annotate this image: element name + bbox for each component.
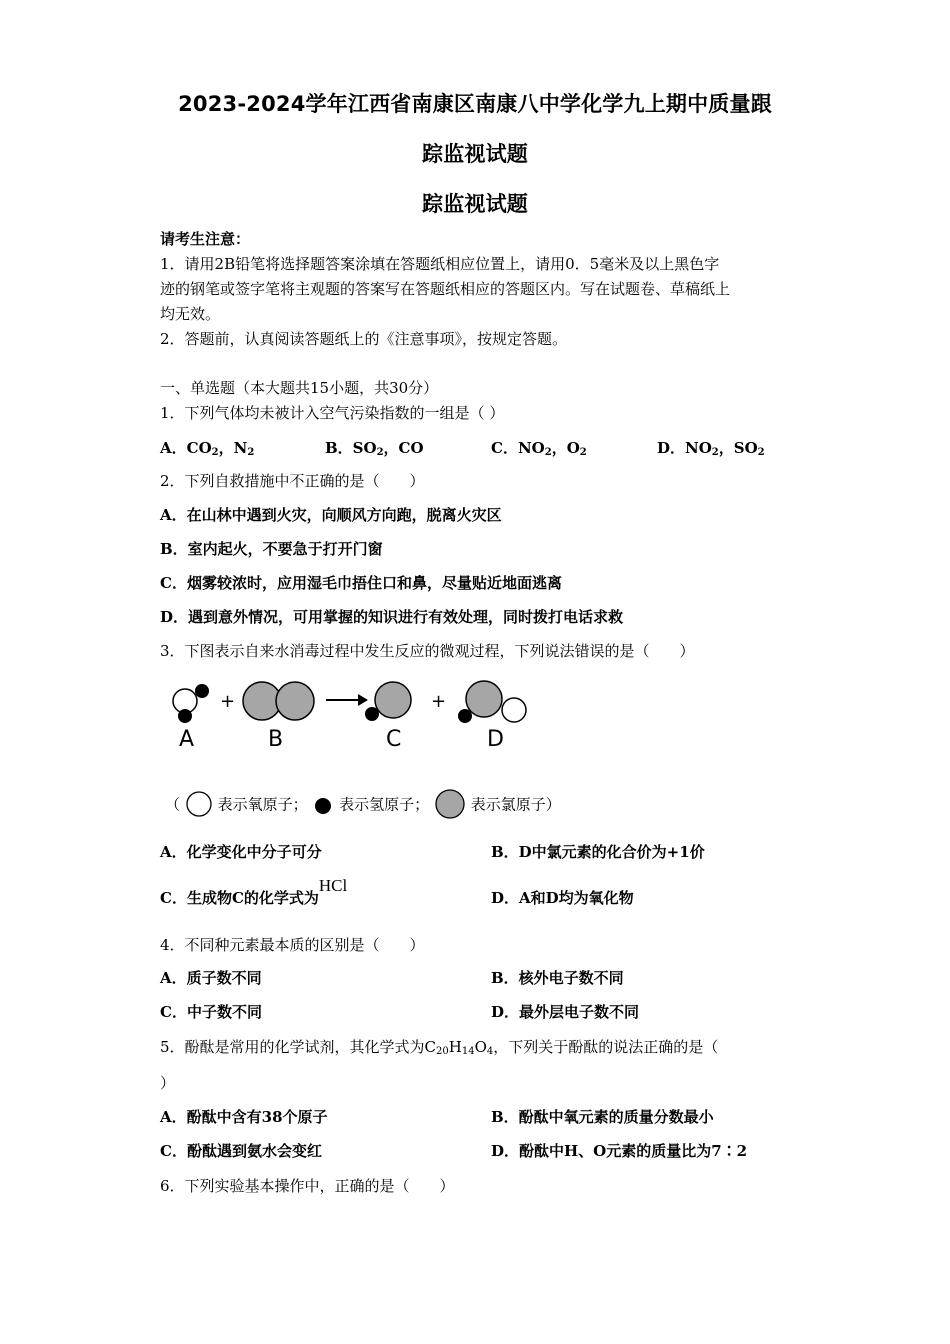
q6-stem: 6．下列实验基本操作中，正确的是（ ） [160,1177,455,1195]
plus-sign: + [220,691,236,712]
hydrogen-atom [365,707,379,721]
legend-chlorine: 表示氯原子） [470,795,561,814]
q1-a-text: A．CO [160,439,212,457]
q1-option-b[interactable] [325,437,424,458]
label-b: B [268,727,284,752]
q2-option-b[interactable]: B．室内起火，不要急于打开门窗 [160,540,383,558]
q3-stem: 3．下图表示自来水消毒过程中发生反应的微观过程，下列说法错误的是（ ） [160,642,695,660]
q4-stem: 4．不同种元素最本质的区别是（ ） [160,936,425,954]
q4-option-d[interactable]: D．最外层电子数不同 [491,1003,640,1021]
q5-option-b[interactable]: B．酚酞中氧元素的质量分数最小 [491,1108,714,1126]
q1-b-text2: ，CO [383,439,424,457]
q5-option-c[interactable]: C．酚酞遇到氨水会变红 [160,1142,322,1160]
q2-option-d[interactable]: D．遇到意外情况，可用掌握的知识进行有效处理，同时拨打电话求救 [160,608,624,626]
q5-stem-text: 5．酚酞是常用的化学试剂，其化学式为C [160,1038,437,1056]
q5-option-a[interactable]: A．酚酞中含有38个原子 [160,1108,328,1126]
q1-option-d[interactable] [657,437,765,458]
q5-option-d[interactable]: D．酚酞中H、O元素的质量比为7∶2 [491,1142,748,1160]
q1-c-sub2: 2 [579,447,587,458]
notice-item1-b: 迹的钢笔或签字笔将主观题的答案写在答题纸相应的答题区内。写在试题卷、草稿纸上 [160,280,731,298]
q3-option-a[interactable]: A．化学变化中分子可分 [160,843,322,861]
q1-a-sub1: 2 [211,447,219,458]
hydrogen-legend-icon [312,793,334,815]
chlorine-atom [276,682,314,720]
q1-d-sub1: 2 [711,447,719,458]
q1-d-text: D．NO [657,439,712,457]
q5-o: O [474,1038,487,1056]
q1-b-text: B．SO [325,439,377,457]
title-line-3: 踪监视试题 [422,192,528,216]
label-c: C [386,727,402,752]
q5-h: H [448,1038,462,1056]
q4-option-c[interactable]: C．中子数不同 [160,1003,262,1021]
q1-stem: 1．下列气体均未被计入空气污染指数的一组是（ ） [160,404,505,422]
q2-option-c[interactable]: C．烟雾较浓时，应用湿毛巾捂住口和鼻，尽量贴近地面逃离 [160,574,562,592]
q5-sub-o: 4 [486,1046,494,1057]
legend-oxygen: 表示氧原子； [217,795,308,814]
legend-open: （ [165,795,181,814]
q1-c-text2: ，O [551,439,580,457]
q5-stem [160,1036,718,1057]
q5-sub-h: 14 [461,1046,475,1057]
q1-c-text: C．NO [491,439,545,457]
title-line-1: 2023-2024学年江西省南康区南康八中学化学九上期中质量跟 [178,92,772,116]
molecule-d [458,681,526,723]
q1-option-a[interactable] [160,437,254,458]
q1-d-text2: ，SO [718,439,758,457]
reaction-diagram-svg [160,672,540,754]
q3-option-c[interactable] [160,876,348,908]
q3-c-formula: HCl [318,876,348,895]
q5-stem-text2: ，下列关于酚酞的说法正确的是（ [493,1038,719,1056]
oxygen-legend-icon [185,790,213,818]
q1-a-text2: ，N [218,439,248,457]
plus-sign: + [431,691,447,712]
q5-sub-c: 20 [436,1046,449,1057]
molecule-a [173,684,209,723]
q1-c-sub1: 2 [544,447,552,458]
q1-b-sub1: 2 [376,447,384,458]
notice-item1-a: 1．请用2B铅笔将选择题答案涂填在答题纸相应位置上，请用0．5毫米及以上黑色字 [160,255,720,273]
hydrogen-atom [178,709,192,723]
molecule-b [243,682,314,720]
chlorine-atom [375,682,411,718]
q2-option-a[interactable]: A．在山林中遇到火灾，向顺风方向跑，脱离火灾区 [160,506,502,524]
q5-stem-cont: ） [160,1074,176,1092]
section-heading: 一、单选题（本大题共15小题，共30分） [160,379,439,397]
hydrogen-atom [195,684,209,698]
q1-d-sub2: 2 [757,447,765,458]
q1-option-c[interactable] [491,437,587,458]
title-line-2: 踪监视试题 [422,142,528,166]
reaction-arrow [326,694,368,706]
notice-item1-c: 均无效。 [160,305,221,323]
oxygen-atom [502,698,526,722]
q4-option-a[interactable]: A．质子数不同 [160,969,262,987]
label-a: A [179,727,195,752]
q4-option-b[interactable]: B．核外电子数不同 [491,969,624,987]
q2-stem: 2．下列自救措施中不正确的是（ ） [160,472,425,490]
legend-hydrogen: 表示氢原子； [339,795,430,814]
notice-heading: 请考生注意： [160,230,251,248]
q3-c-text: C．生成物C的化学式为 [160,889,319,907]
molecule-c [365,682,411,721]
label-d: D [487,727,504,752]
chlorine-legend-icon [434,788,466,820]
reaction-diagram [160,672,540,758]
q3-option-d[interactable]: D．A和D均为氧化物 [491,889,634,907]
q1-a-sub2: 2 [247,447,255,458]
atom-legend [165,788,561,818]
chlorine-atom [466,681,502,717]
notice-item2: 2．答题前，认真阅读答题纸上的《注意事项》，按规定答题。 [160,330,568,348]
q3-option-b[interactable]: B．D中氯元素的化合价为+1价 [491,843,705,861]
hydrogen-atom [458,709,472,723]
